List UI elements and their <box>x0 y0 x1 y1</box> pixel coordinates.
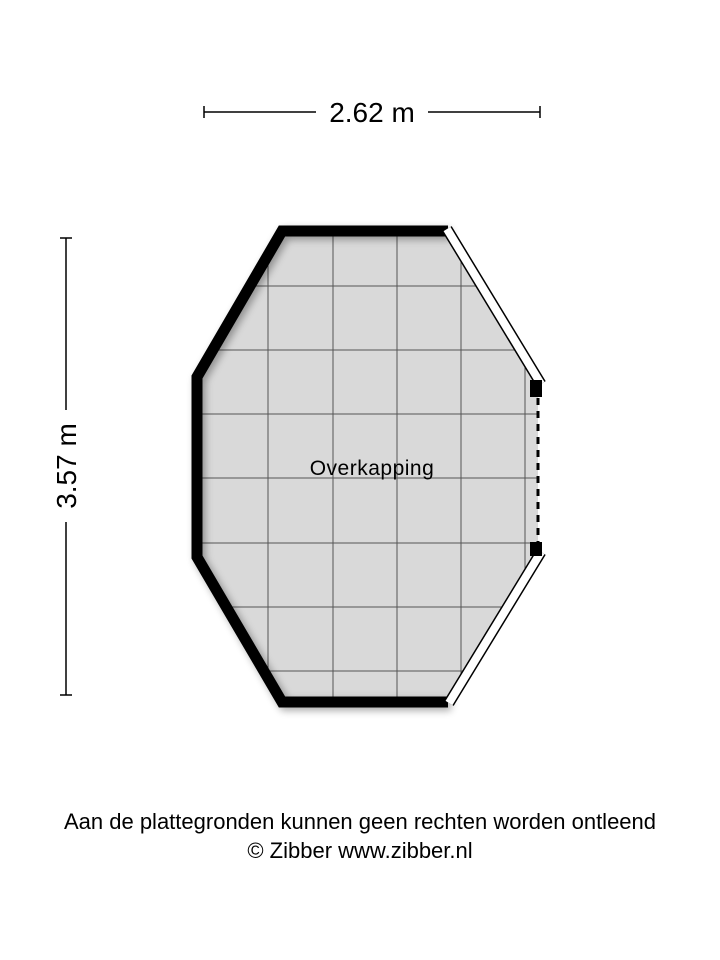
copyright-text: © Zibber www.zibber.nl <box>247 838 473 863</box>
room-label: Overkapping <box>309 457 435 480</box>
disclaimer-text: Aan de plattegronden kunnen geen rechten worden ontleend <box>63 809 657 834</box>
height-dimension-label: 3.57 m <box>51 423 82 509</box>
width-dimension <box>204 97 540 128</box>
post-lower <box>530 542 542 556</box>
height-dimension <box>51 238 82 695</box>
post-upper <box>530 380 542 397</box>
width-dimension-label: 2.62 m <box>329 97 415 128</box>
